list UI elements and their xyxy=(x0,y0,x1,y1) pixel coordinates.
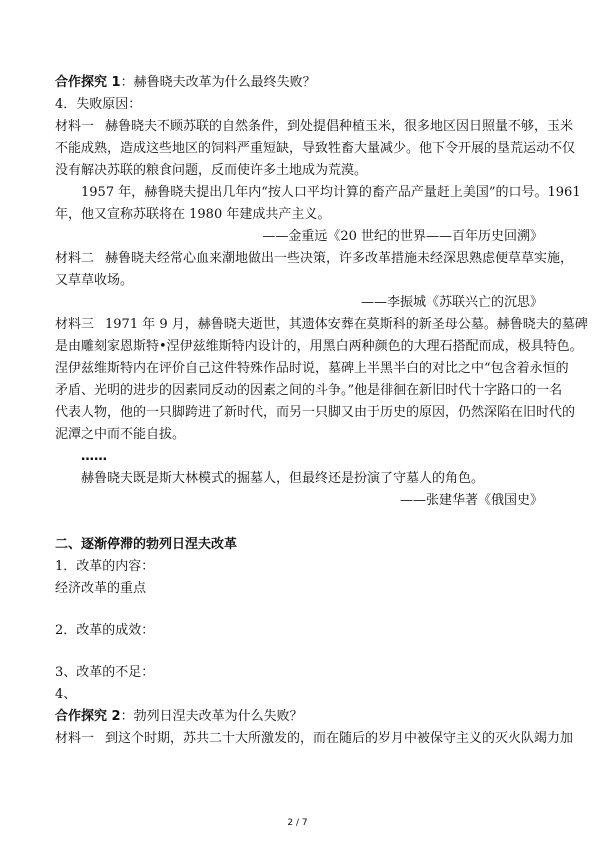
section-2-heading: 二、逐渐停滞的勃列日涅夫改革 xyxy=(55,537,238,552)
page-number: 2 / 7 xyxy=(287,818,308,828)
explore-1-line xyxy=(55,72,543,94)
material-3-label: 材料三 xyxy=(55,317,95,332)
material-1-p2-line-1: 1957 年，赫鲁晓夫提出几年内“按人口平均计算的畜产品产量赶上美国”的口号。1961 xyxy=(81,185,581,200)
document-page xyxy=(55,72,588,750)
section-2-material-1-text: 到这个时期，苏共二十大所激发的，而在随后的岁月中被保守主义的灭火队竭力加 xyxy=(105,731,574,746)
section-2-item-1-sub: 经济改革的重点 xyxy=(55,581,147,596)
spacer xyxy=(55,512,543,534)
material-3-line-5: 代表人物，他的一只脚跨进了新时代，而另一只脚又由于历史的原因，仍然深陷在旧时代的 xyxy=(55,405,576,420)
material-1-line-3: 没有解决苏联的粮食问题，反而使许多土地成为荒漠。 xyxy=(55,163,368,178)
section-2-item-2: 2．改革的成效： xyxy=(55,623,155,638)
material-1-line-2: 不能成熟，造成这些地区的饲料严重短缺，导致牲畜大量减少。他下令开展的垦荒运动不仅 xyxy=(55,141,576,156)
section-2-item-3: 3、改革的不足： xyxy=(55,665,155,680)
material-2-source: ——李振城《苏联兴亡的沉思》 xyxy=(360,295,543,310)
material-3-line-4: 矛盾、光明的进步的因素同反动的因素之间的斗争。”他是徘徊在新旧时代十字路口的一名 xyxy=(55,383,563,398)
spacer xyxy=(55,642,543,662)
spacer xyxy=(55,600,543,620)
failure-heading: 4．失败原因： xyxy=(55,97,142,112)
material-2-text: 赫鲁晓夫经常心血来潮地做出一些决策，许多改革措施未经深思熟虑便草草实施， xyxy=(105,251,574,266)
material-3-summary: 赫鲁晓夫既是斯大林模式的掘墓人，但最终还是扮演了守墓人的角色。 xyxy=(81,471,485,486)
explore-1-question: ：赫鲁晓夫改革为什么最终失败？ xyxy=(120,75,316,90)
material-2-label: 材料二 xyxy=(55,251,95,266)
material-3-line-6: 泥潭之中而不能自拔。 xyxy=(55,427,186,442)
section-2-material-1-line xyxy=(55,728,574,750)
material-1-p2-line-2: 年，他又宣称苏联将在 1980 年建成共产主义。 xyxy=(55,207,331,222)
material-1-line-1 xyxy=(55,116,574,138)
material-3-line-3: 涅伊兹维斯特内在评价自己这件特殊作品时说，墓碑上半黑半白的对比之中“包含着永恒的 xyxy=(55,361,569,376)
explore-1-label: 合作探究 1 xyxy=(55,75,121,90)
section-2-material-1-label: 材料一 xyxy=(55,731,95,746)
explore-2-label: 合作探究 2 xyxy=(55,709,121,724)
explore-2-line xyxy=(55,706,543,728)
material-1-source: ——金重远《20 世纪的世界——百年历史回溯》 xyxy=(262,229,543,244)
section-2-item-1: 1．改革的内容： xyxy=(55,559,155,574)
section-2-item-4: 4、 xyxy=(55,687,77,702)
material-2-line-2: 又草草收场。 xyxy=(55,273,134,288)
material-3-line-1 xyxy=(55,314,588,336)
material-1-text: 赫鲁晓夫不顾苏联的自然条件，到处提倡种植玉米，很多地区因日照量不够，玉米 xyxy=(105,119,574,134)
explore-2-question: ：勃列日涅夫改革为什么失败？ xyxy=(120,709,303,724)
material-2-line-1 xyxy=(55,248,574,270)
material-3-source: ——张建华著《俄国史》 xyxy=(399,493,543,508)
material-3-text: 1971 年 9 月，赫鲁晓夫逝世，其遗体安葬在莫斯科的新圣母公墓。赫鲁晓夫的墓碑 xyxy=(105,317,588,332)
material-1-label: 材料一 xyxy=(55,119,95,134)
ellipsis: …… xyxy=(81,449,107,464)
material-3-line-2: 是由雕刻家恩斯特•涅伊兹维斯特内设计的，用黑白两种颜色的大理石搭配而成，极具特色。 xyxy=(55,339,583,354)
